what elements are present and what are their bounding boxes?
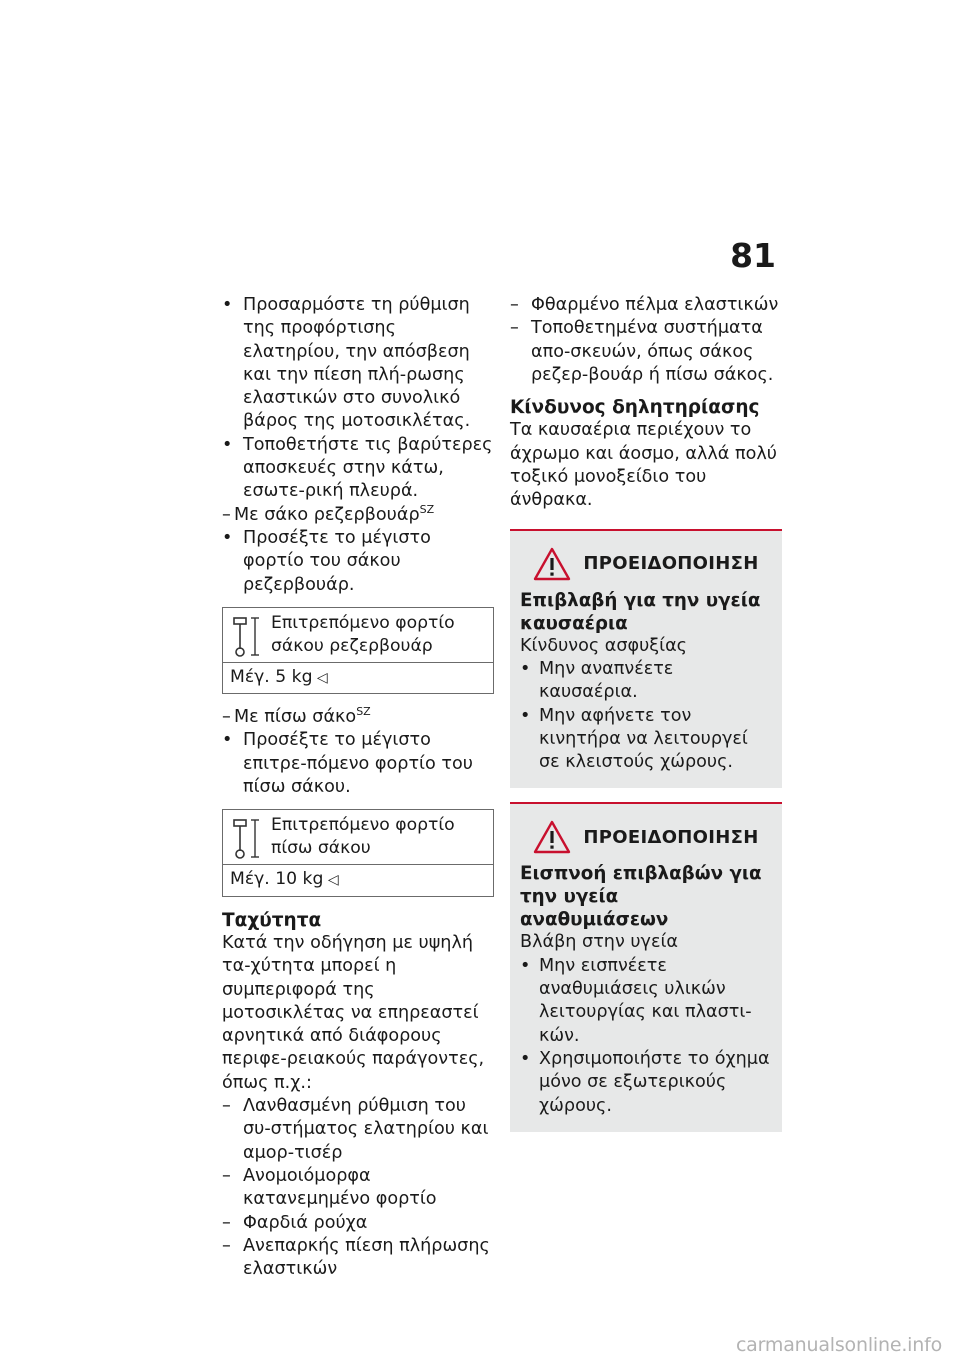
load-weight-icon: [231, 615, 263, 659]
warning-title: ΠΡΟΕΙΔΟΠΟΙΗΣΗ: [583, 553, 759, 575]
sz-superscript: SZ: [419, 502, 435, 516]
list-item: – Ανομοιόμορφα κατανεμημένο φορτίο: [222, 1165, 437, 1210]
warning-box: [510, 804, 782, 1131]
dash-icon: –: [510, 318, 519, 339]
right-column: [510, 294, 782, 1132]
bullet-text: Τοποθετήστε τις βαρύτερες αποσκευές στην κάτω, εσωτε-ρική πλευρά.: [243, 434, 493, 502]
speed-paragraph: Κατά την οδήγηση με υψηλή τα-χύτητα μπορεί η συμπεριφορά της μοτοσικλέτας να επηρεαστεί αρνητικά από διάφορους περιφε-ρειακούς παράγοντες, όπως π.χ.:: [222, 932, 485, 1093]
dash-text: Με σάκο ρεζερβουάρ: [234, 504, 420, 525]
poisoning-paragraph: Τα καυσαέρια περιέχουν το άχρωμο και άοσμο, αλλά πολύ τοξικό μονοξείδιο του άνθρακα.: [510, 420, 777, 511]
sz-superscript: SZ: [356, 705, 371, 719]
dash-icon: –: [222, 1096, 231, 1117]
list-item: [222, 729, 494, 799]
list-item: • Μην αφήνετε τον κινητήρα να λειτουργεί σε κλειστούς χώρους.: [520, 705, 748, 773]
spec-table-rear-bag: [222, 809, 494, 896]
bullet-icon: •: [222, 527, 233, 548]
list-item: [222, 527, 494, 597]
warning-title: ΠΡΟΕΙΔΟΠΟΙΗΣΗ: [583, 826, 759, 848]
footer-watermark[interactable]: carmanualsonline.info: [735, 1334, 942, 1356]
list-item: [222, 294, 494, 434]
warning-box: [510, 531, 782, 789]
bullet-text: Προσέξτε το μέγιστο επιτρε-πόμενο φορτίο του πίσω σάκου.: [243, 730, 473, 798]
bullet-icon: •: [222, 730, 233, 751]
spec-value: Μέγ. 5 kg ◁: [230, 666, 328, 687]
warning-triangle-icon: [533, 820, 571, 854]
dash-icon: –: [222, 707, 231, 728]
list-item: • Χρησιμοποιήστε το όχημα μόνο σε εξωτερικούς χώρους.: [520, 1048, 770, 1116]
section-heading-speed: Ταχύτητα: [222, 909, 322, 931]
list-item: – Τοποθετημένα συστήματα απο-σκευών, όπως σάκος ρεζερ-βουάρ ή πίσω σάκος.: [510, 318, 774, 385]
list-item: • Μην αναπνέετε καυσαέρια.: [520, 658, 674, 703]
bullet-icon: •: [222, 434, 233, 455]
list-item: – Φαρδιά ρούχα: [222, 1212, 494, 1235]
list-item: [222, 504, 494, 527]
warning-subtitle: Επιβλαβή για την υγεία καυσαέρια: [520, 589, 761, 634]
bullet-icon: •: [222, 295, 233, 315]
list-item: [222, 434, 494, 504]
warning-text: Βλάβη στην υγεία: [520, 932, 679, 953]
dash-icon: –: [222, 1235, 231, 1256]
load-weight-icon: [231, 817, 263, 861]
bullet-icon: •: [520, 658, 531, 679]
bullet-icon: •: [520, 705, 531, 726]
list-item: [222, 706, 494, 729]
bullet-text: Προσέξτε το μέγιστο φορτίο του σάκου ρεζερβουάρ.: [243, 527, 431, 595]
dash-icon: –: [222, 504, 231, 525]
spec-label: Επιτρεπόμενο φορτίο σάκου ρεζερβουάρ: [271, 612, 455, 656]
left-column: [222, 294, 494, 1281]
dash-icon: –: [222, 1212, 231, 1233]
list-item: – Φθαρμένο πέλμα ελαστικών: [510, 294, 782, 317]
dash-icon: –: [510, 295, 519, 315]
bullet-icon: •: [520, 1048, 531, 1069]
list-item: – Ανεπαρκής πίεση πλήρωσης ελαστικών: [222, 1235, 490, 1280]
spec-label: Επιτρεπόμενο φορτίο πίσω σάκου: [271, 815, 455, 859]
list-item: – Λανθασμένη ρύθμιση του συ-στήματος ελατηρίου και αμορ-τισέρ: [222, 1096, 489, 1163]
dash-icon: –: [222, 1165, 231, 1186]
page-number: 81: [730, 236, 776, 275]
list-item: • Μην εισπνέετε αναθυμιάσεις υλικών λειτουργίας και πλαστι-κών.: [520, 955, 752, 1046]
bullet-icon: •: [520, 955, 531, 976]
spec-table-tank-bag: [222, 607, 494, 694]
warning-text: Κίνδυνος ασφυξίας: [520, 635, 687, 656]
bullet-text: Προσαρμόστε τη ρύθμιση της προφόρτισης ελατηρίου, την απόσβεση και την πίεση πλή-ρωσης ελαστικών στο συνολικό βάρος της μοτοσικλέτας.: [243, 295, 471, 432]
section-heading-poisoning: Κίνδυνος δηλητηρίασης: [510, 397, 760, 419]
warning-subtitle: Εισπνοή επιβλαβών για την υγεία αναθυμιάσεων: [520, 863, 762, 931]
spec-value: Μέγ. 10 kg ◁: [230, 869, 339, 890]
dash-text: Με πίσω σάκο: [234, 707, 357, 728]
warning-triangle-icon: [533, 547, 571, 581]
